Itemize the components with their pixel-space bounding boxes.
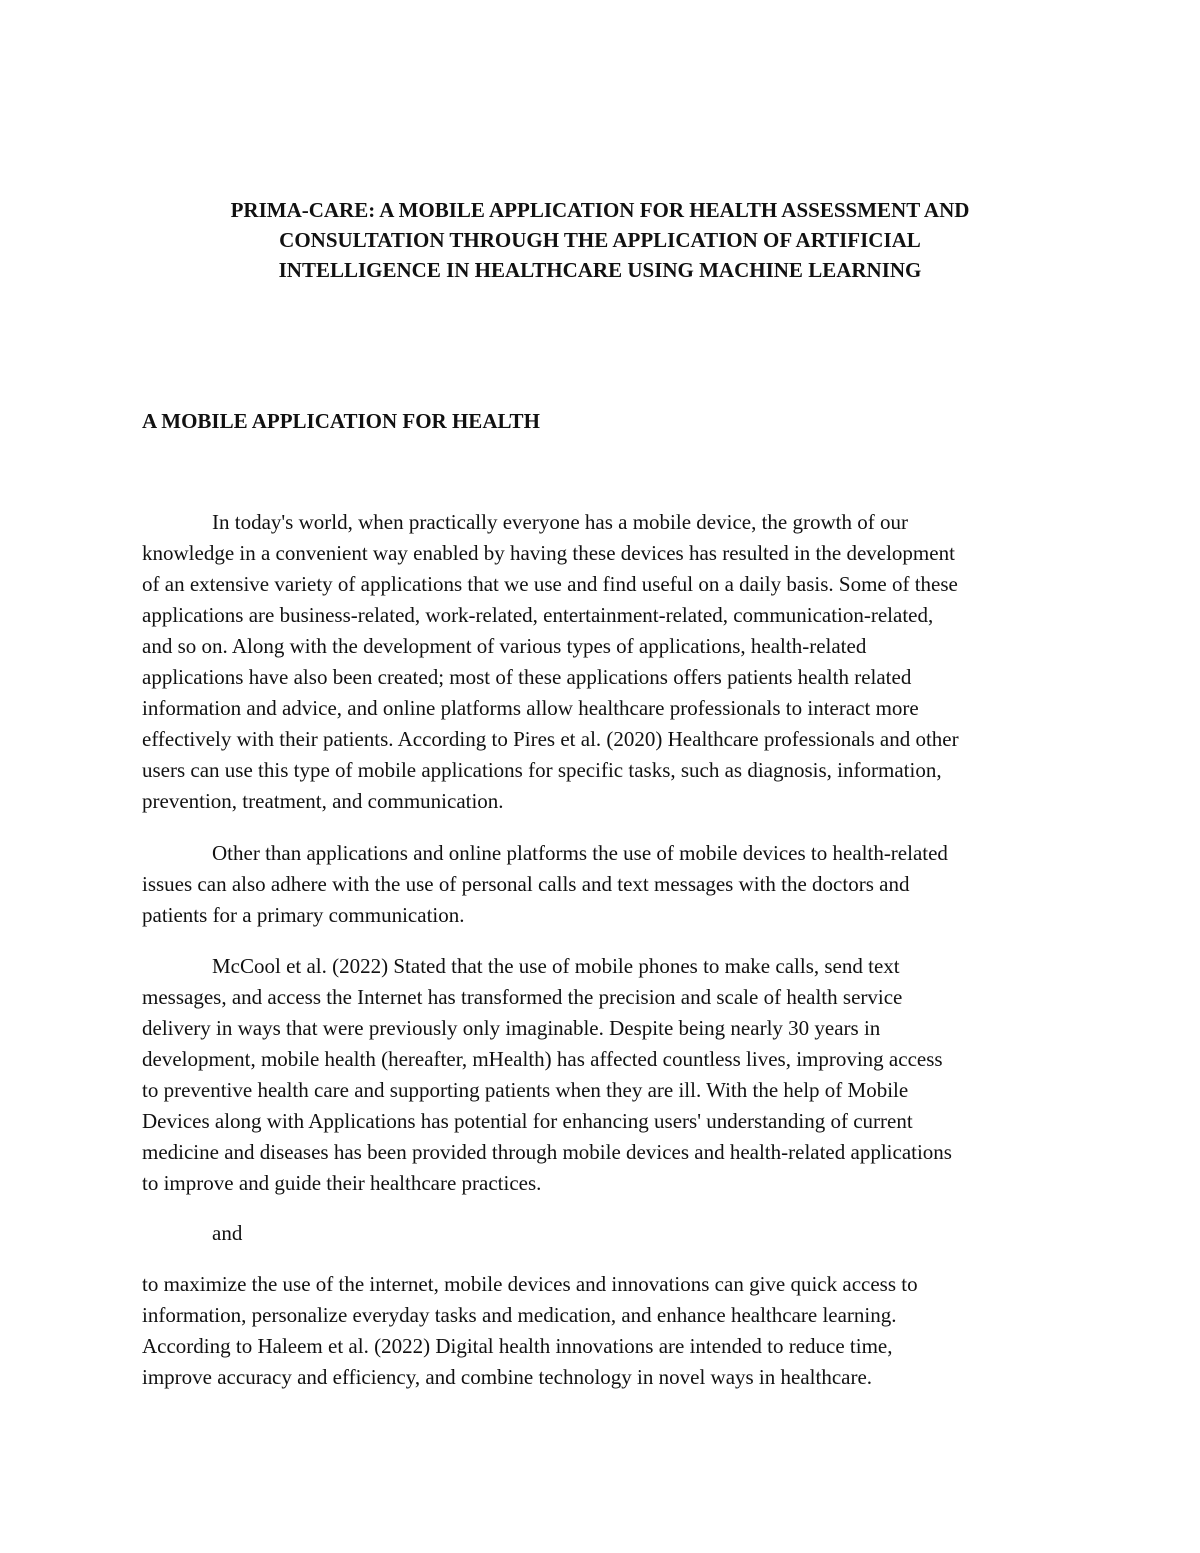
paragraph-line: information, personalize everyday tasks and medication, and enhance healthcare learning. (142, 1303, 897, 1327)
paragraph-3 (142, 951, 1072, 1199)
paragraph-line: McCool et al. (2022) Stated that the use of mobile phones to make calls, send text (212, 954, 900, 978)
paragraph-line: According to Haleem et al. (2022) Digital health innovations are intended to reduce time, (142, 1334, 893, 1358)
title-line: CONSULTATION THROUGH THE APPLICATION OF ARTIFICIAL (279, 228, 921, 252)
paragraph-4 (142, 1218, 1072, 1249)
paragraph-line: and (212, 1221, 243, 1245)
paragraph-line: prevention, treatment, and communication. (142, 789, 504, 813)
title-line: PRIMA-CARE: A MOBILE APPLICATION FOR HEALTH ASSESSMENT AND (230, 198, 970, 222)
paragraph-line: patients for a primary communication. (142, 903, 465, 927)
paragraph-5 (142, 1269, 1072, 1393)
paragraph-line: issues can also adhere with the use of personal calls and text messages with the doctors and (142, 872, 910, 896)
paragraph-line: to preventive health care and supporting patients when they are ill. With the help of Mobile (142, 1078, 909, 1102)
paragraph-line: and so on. Along with the development of various types of applications, health-related (142, 634, 867, 658)
paragraph-line: Other than applications and online platforms the use of mobile devices to health-related (212, 841, 948, 865)
paragraph-line: knowledge in a convenient way enabled by having these devices has resulted in the development (142, 541, 955, 565)
paragraph-line: delivery in ways that were previously only imaginable. Despite being nearly 30 years in (142, 1016, 881, 1040)
paragraph-line: development, mobile health (hereafter, mHealth) has affected countless lives, improving access (142, 1047, 943, 1071)
paragraph-1 (142, 507, 1072, 817)
document-title (130, 195, 1070, 285)
paragraph-line: messages, and access the Internet has transformed the precision and scale of health service (142, 985, 903, 1009)
paragraph-line: effectively with their patients. According to Pires et al. (2020) Healthcare professionals and other (142, 727, 959, 751)
paragraph-2 (142, 838, 1072, 931)
paragraph-line: to maximize the use of the internet, mobile devices and innovations can give quick access to (142, 1272, 918, 1296)
paragraph-line: medicine and diseases has been provided through mobile devices and health-related applications (142, 1140, 952, 1164)
paragraph-line: applications have also been created; most of these applications offers patients health related (142, 665, 912, 689)
section-heading: A MOBILE APPLICATION FOR HEALTH (142, 409, 540, 433)
paragraph-line: information and advice, and online platforms allow healthcare professionals to interact more (142, 696, 919, 720)
paragraph-line: In today's world, when practically everyone has a mobile device, the growth of our (212, 510, 908, 534)
paragraph-line: of an extensive variety of applications that we use and find useful on a daily basis. Some of these (142, 572, 958, 596)
paragraph-line: users can use this type of mobile applications for specific tasks, such as diagnosis, information, (142, 758, 942, 782)
title-line: INTELLIGENCE IN HEALTHCARE USING MACHINE LEARNING (278, 258, 922, 282)
paragraph-line: to improve and guide their healthcare practices. (142, 1171, 542, 1195)
paragraph-line: Devices along with Applications has potential for enhancing users' understanding of current (142, 1109, 913, 1133)
paragraph-line: improve accuracy and efficiency, and combine technology in novel ways in healthcare. (142, 1365, 873, 1389)
paragraph-line: applications are business-related, work-related, entertainment-related, communication-related, (142, 603, 934, 627)
